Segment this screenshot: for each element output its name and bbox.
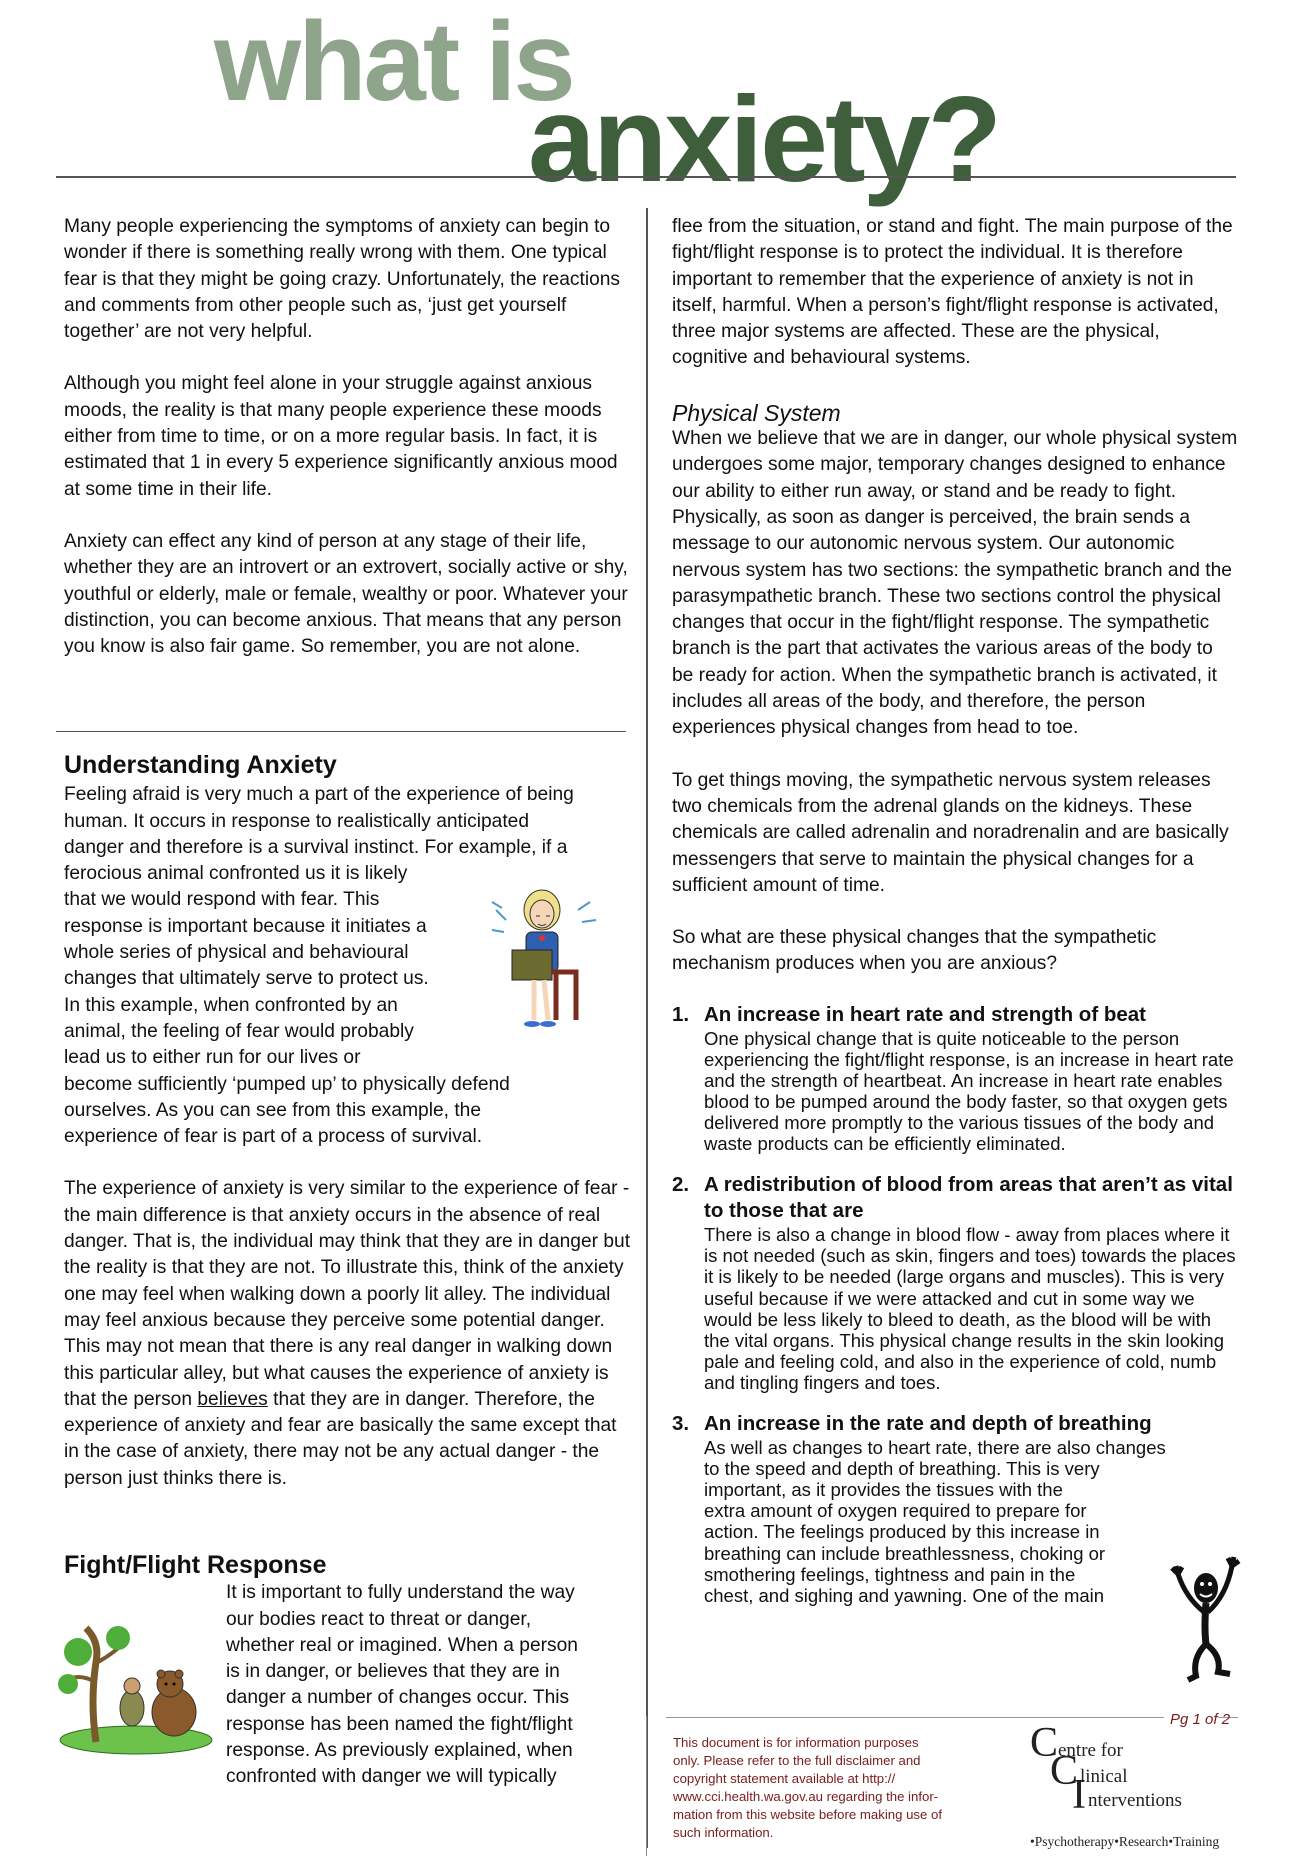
- logo-text: linical: [1080, 1766, 1128, 1787]
- line: action. The feelings produced by this increase in: [704, 1521, 1100, 1543]
- physical-paragraph-2: To get things moving, the sympathetic nervous system releases two chemicals from the adrenal glands on the kidneys. These chemicals are called adrenalin and noradrenalin and are basically messengers that serve to maintain the physical changes for a sufficient amount of time.: [672, 769, 1229, 896]
- logo-text: nterventions: [1088, 1790, 1182, 1811]
- line: only. Please refer to the full disclaimer and: [673, 1753, 921, 1768]
- text: that they are in danger. Therefore, the experience of anxiety and fear are basically the same except that in the case of anxiety, there may not be any actual danger - the person just thinks there is.: [64, 1388, 617, 1489]
- line: smothering feelings, tightness and pain in the: [704, 1563, 1076, 1585]
- line: ourselves. As you can see from this example, the: [64, 1099, 481, 1121]
- footer-divider: [666, 1717, 1164, 1718]
- line: animal, the feeling of fear would probably: [64, 1020, 414, 1042]
- line: It is important to fully understand the way: [226, 1582, 575, 1604]
- line: human. It occurs in response to realistically anticipated: [64, 810, 529, 832]
- line: our bodies react to threat or danger,: [226, 1608, 532, 1630]
- line: Feeling afraid is very much a part of the experience of being: [64, 784, 574, 806]
- line: important, as it provides the tissues with the: [704, 1479, 1063, 1501]
- line: changes that ultimately serve to protect us.: [64, 968, 429, 990]
- list-item: [672, 1002, 1238, 1155]
- left-column: [64, 214, 634, 660]
- understanding-section: [64, 752, 634, 1492]
- list-heading: An increase in heart rate and strength of beat: [704, 1002, 1146, 1026]
- line: danger and therefore is a survival instinct. For example, if a: [64, 836, 568, 858]
- line: extra amount of oxygen required to prepare for: [704, 1500, 1087, 1522]
- text: The experience of anxiety is very similar to the experience of fear - the main difference is that anxiety occurs in the absence of real danger. That is, the individual may think that they are in danger but the reality is that they are not. To illustrate this, think of the anxiety one may feel when walking down a poorly lit alley. The individual may feel anxious because they perceive some potential danger. This may not mean that there is any real danger in walking down this particular alley, but what causes the experience of anxiety is that the person: [64, 1178, 631, 1410]
- stick-figure-illustration: [1166, 1548, 1246, 1688]
- physical-paragraph-3: So what are these physical changes that the sympathetic mechanism produces when you are anxious?: [672, 927, 1157, 975]
- physical-system-heading: Physical System: [672, 399, 841, 426]
- line: As well as changes to heart rate, there are also changes: [704, 1437, 1166, 1459]
- logo-letter: C: [1030, 1720, 1059, 1766]
- logo-letter: C: [1050, 1748, 1079, 1794]
- line: response. As previously explained, when: [226, 1740, 573, 1762]
- underlined-text: believes: [197, 1388, 268, 1410]
- fight-flight-paragraph: [226, 1580, 634, 1790]
- understanding-paragraph-2: [64, 1176, 634, 1492]
- title-what-is: what is: [214, 0, 573, 124]
- bear-tree-illustration: [56, 1622, 216, 1757]
- line: experience of fear is part of a process of survival.: [64, 1126, 483, 1148]
- line: mation from this website before making use of: [673, 1807, 943, 1822]
- line: danger a number of changes occur. This: [226, 1687, 570, 1709]
- line: lead us to either run for our lives or: [64, 1047, 361, 1069]
- list-item: [672, 1172, 1238, 1393]
- title-anxiety: anxiety?: [528, 71, 999, 207]
- list-heading: An increase in the rate and depth of breathing: [704, 1412, 1152, 1436]
- line: ferocious animal confronted us it is likely: [64, 863, 408, 885]
- footer-vertical-rule: [646, 1716, 647, 1856]
- line: chest, and sighing and yawning. One of the main: [704, 1584, 1105, 1606]
- list-number: 2.: [672, 1173, 690, 1197]
- fight-flight-heading: Fight/Flight Response: [64, 1551, 327, 1579]
- page-number: Pg 1 of 2: [1170, 1711, 1231, 1728]
- line: become sufficiently ‘pumped up’ to physically defend: [64, 1073, 510, 1095]
- logo-tagline: •Psychotherapy•Research•Training: [1030, 1834, 1220, 1849]
- list-body: [704, 1437, 1238, 1606]
- line: response has been named the fight/flight: [226, 1713, 573, 1735]
- line: www.cci.health.wa.gov.au regarding the infor-: [673, 1789, 939, 1804]
- line: This document is for information purposes: [673, 1735, 919, 1750]
- intro-paragraph-2: Although you might feel alone in your struggle against anxious moods, the reality is that many people experience these moods either from time to time, or on a more regular basis. In fact, it is estimated that 1 in every 5 experience significantly anxious mood at some time in their life.: [64, 373, 618, 500]
- line: that we would respond with fear. This: [64, 889, 380, 911]
- understanding-heading: Understanding Anxiety: [64, 751, 337, 779]
- disclaimer: [673, 1734, 993, 1842]
- line: In this example, when confronted by an: [64, 994, 398, 1016]
- logo-text: entre for: [1058, 1740, 1123, 1761]
- list-body: There is also a change in blood flow - away from places where it is not needed (such as skin, fingers and toes) towards the places it is likely to be needed (large organs and muscles). This is very useful because if we were attacked and cut in some way we would be less likely to bleed to death, as the blood will be with the vital organs. This physical change results in the skin looking pale and feeling cold, and also in the experience of cold, numb and tingling fingers and toes.: [704, 1224, 1236, 1393]
- line: whole series of physical and behavioural: [64, 942, 409, 964]
- line: to the speed and depth of breathing. This is very: [704, 1458, 1100, 1480]
- list-number: 1.: [672, 1002, 690, 1026]
- list-body: One physical change that is quite noticeable to the person experiencing the fight/flight response, is an increase in heart rate and the strength of heartbeat. An increase in heart rate enables blood to be pumped around the body faster, so that oxygen gets delivered more promptly to the various tissues of the body and waste products can be efficiently eliminated.: [704, 1027, 1234, 1155]
- physical-changes-list: [672, 1002, 1238, 1606]
- column-divider: [646, 208, 648, 1848]
- section-divider: [56, 731, 626, 732]
- anxious-woman-illustration: [486, 880, 606, 1040]
- line: whether real or imagined. When a person: [226, 1634, 578, 1656]
- intro-paragraph-3: Anxiety can effect any kind of person at any stage of their life, whether they are an introvert or an extrovert, socially active or shy, youthful or elderly, male or female, wealthy or poor. Whatever your distinction, you can become anxious. That means that any person you know is also fair game. So remember, you are not alone.: [64, 530, 628, 658]
- line: is in danger, or believes that they are in: [226, 1661, 560, 1683]
- line: breathing can include breathlessness, choking or: [704, 1542, 1106, 1564]
- cci-logo: [1030, 1722, 1240, 1850]
- continuation-paragraph: flee from the situation, or stand and fight. The main purpose of the fight/flight response is to protect the individual. It is therefore important to remember that the experience of anxiety is not in itself, harmful. When a person’s fight/flight response is activated, three major systems are affected. These are the physical, cognitive and behavioural systems.: [672, 216, 1233, 369]
- list-heading: A redistribution of blood from areas that aren’t as vital to those that are: [704, 1173, 1233, 1223]
- list-number: 3.: [672, 1412, 690, 1436]
- physical-paragraph-1: When we believe that we are in danger, our whole physical system undergoes some major, temporary changes designed to enhance our ability to either run away, or stand and be ready to fight. Physically, as soon as danger is perceived, the brain sends a message to our autonomic nervous system. Our autonomic nervous system has two sections: the sympathetic branch and the parasympathetic branch. These two sections control the physical changes that occur in the fight/flight response. The sympathetic branch is the part that activates the various areas of the body to be ready for action. When the sympathetic branch is activated, it includes all areas of the body, and therefore, the person experiences physical changes from head to toe.: [672, 428, 1238, 739]
- line: such information.: [673, 1825, 774, 1840]
- list-item: [672, 1411, 1238, 1606]
- header-divider: [56, 176, 1236, 178]
- intro-paragraph-1: Many people experiencing the symptoms of anxiety can begin to wonder if there is something really wrong with them. One typical fear is that they might be going crazy. Unfortunately, the reactions and comments from other people such as, ‘just get yourself together’ are not very helpful.: [64, 216, 621, 343]
- right-column: [672, 214, 1238, 1606]
- logo-letter: I: [1072, 1772, 1086, 1818]
- line: response is important because it initiates a: [64, 915, 427, 937]
- line: confronted with danger we will typically: [226, 1766, 557, 1788]
- line: copyright statement available at http://: [673, 1771, 896, 1786]
